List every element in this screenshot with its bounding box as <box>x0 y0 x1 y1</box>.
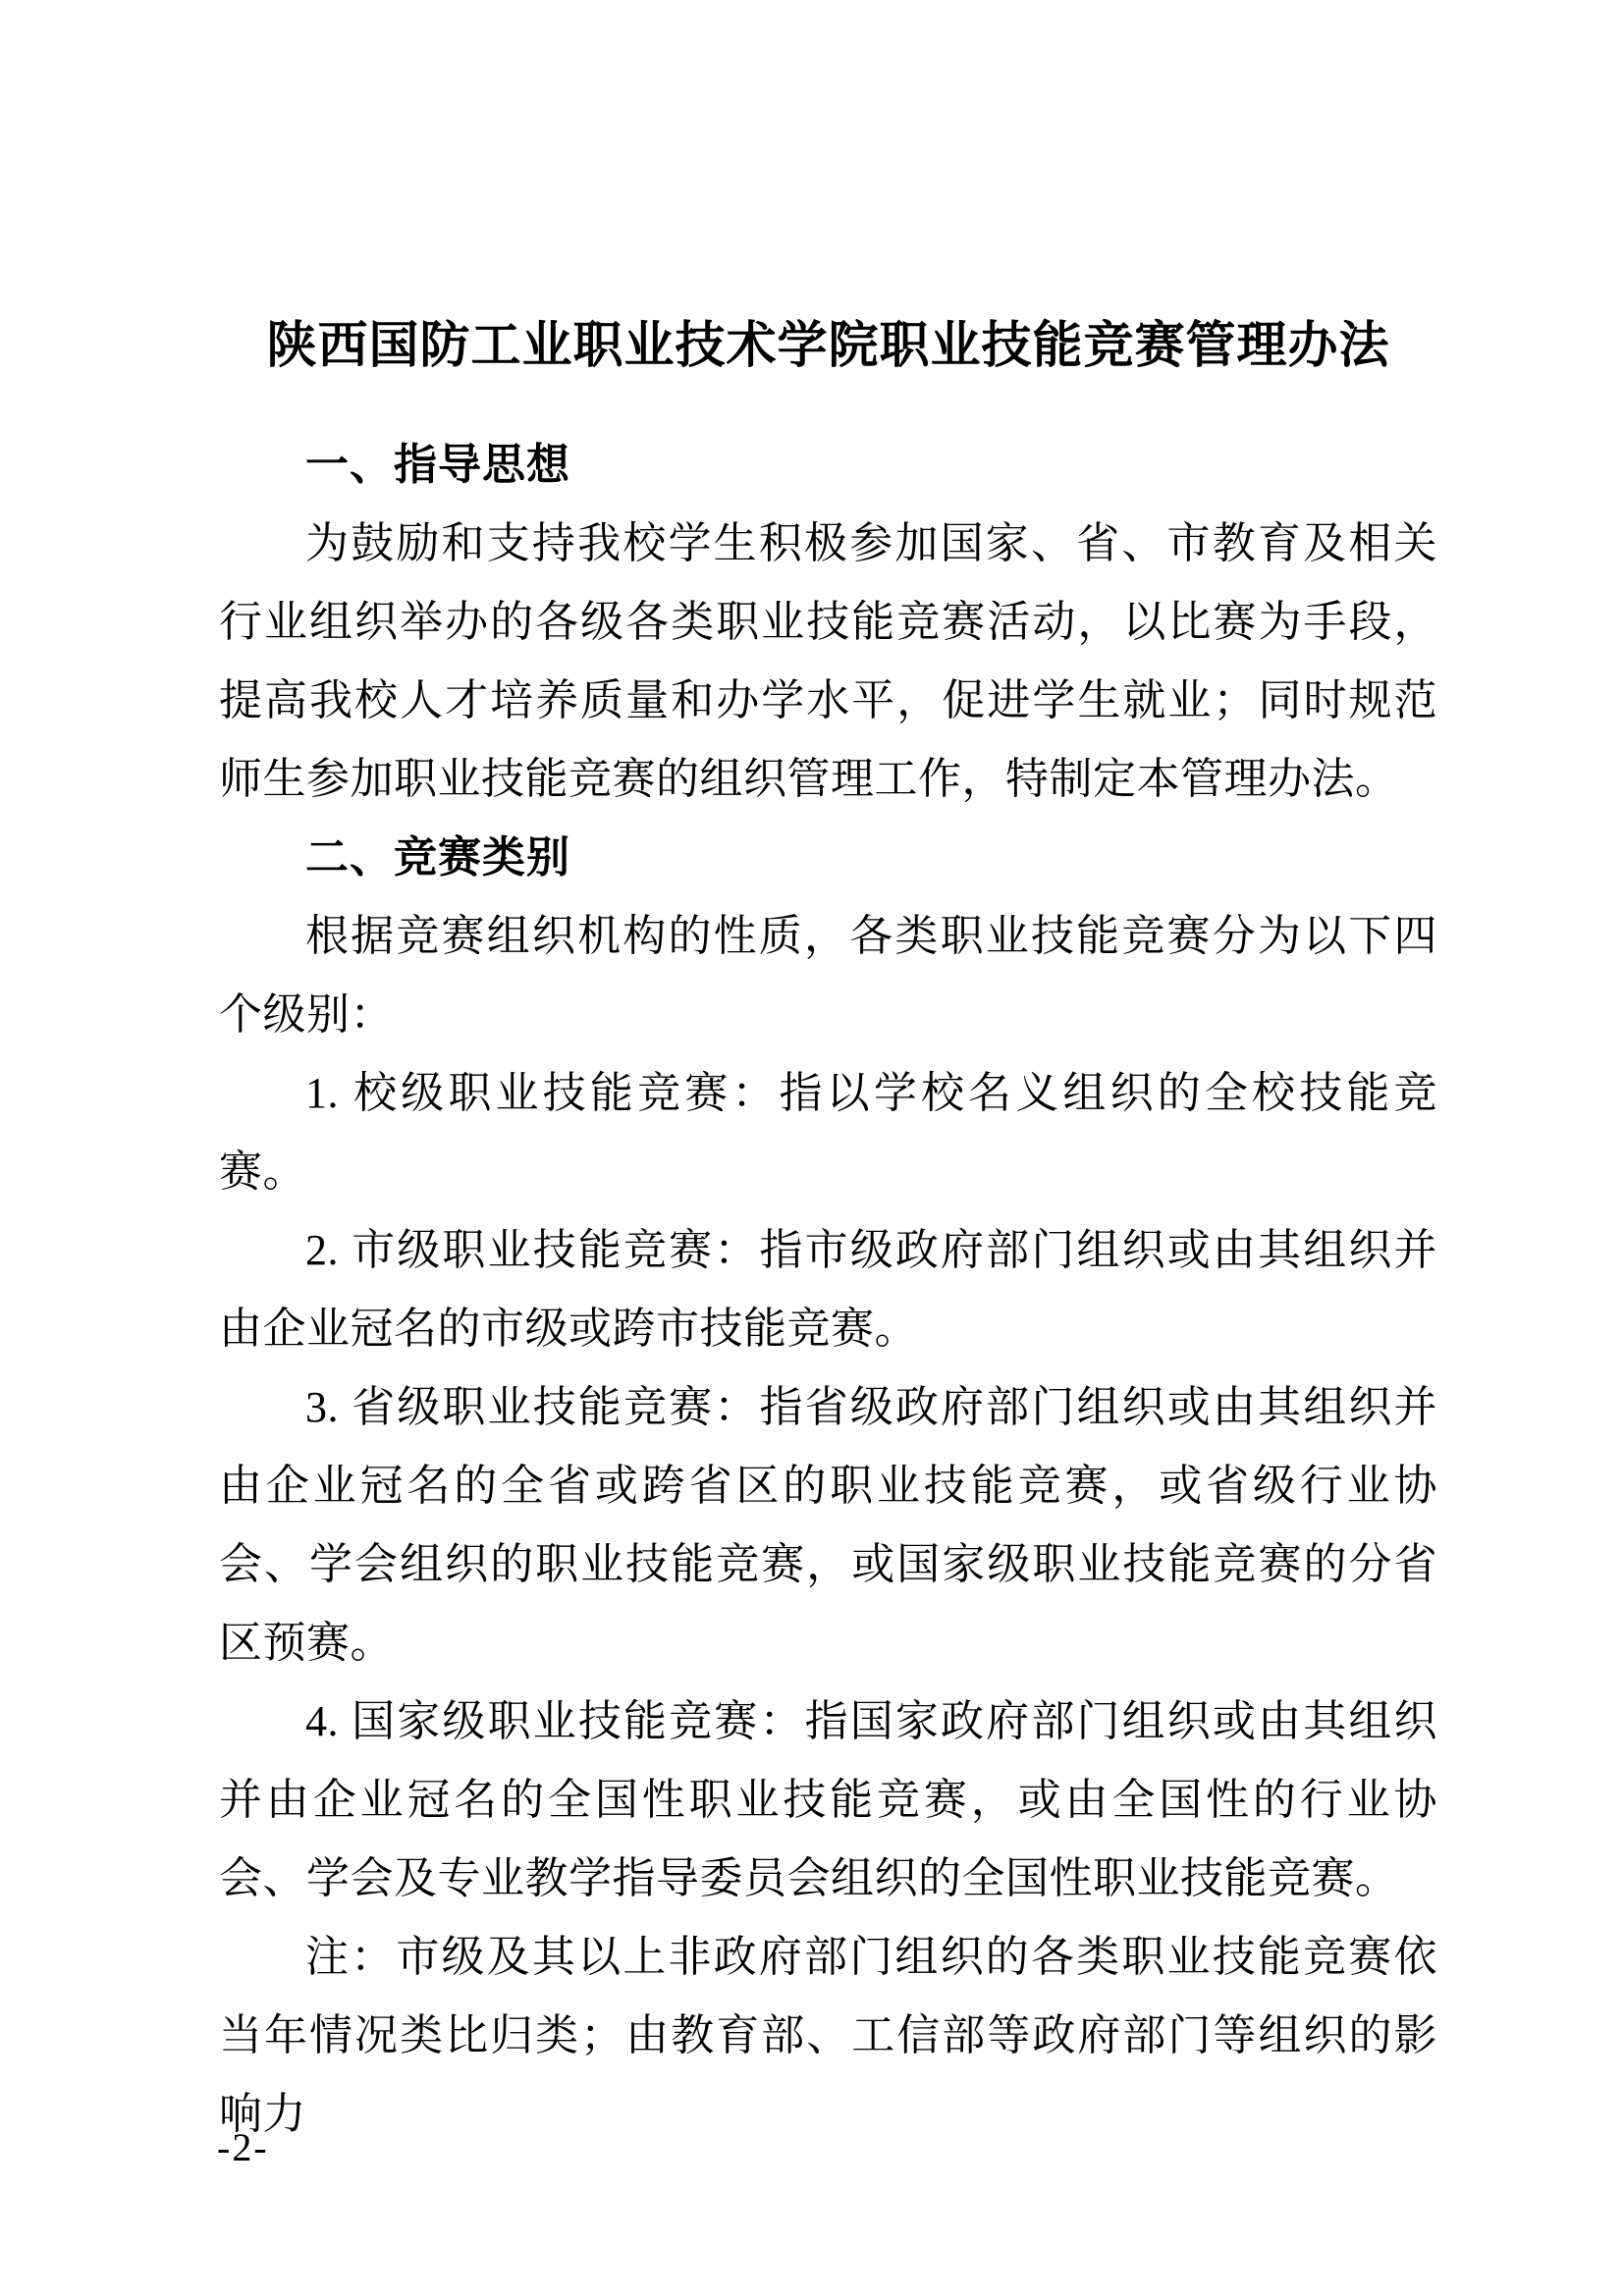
page-number: -2- <box>217 2125 269 2169</box>
paragraph-item-province-level: 3. 省级职业技能竞赛：指省级政府部门组织或由其组织并由企业冠名的全省或跨省区的职业技能竞赛，或省级行业协会、学会组织的职业技能竞赛，或国家级职业技能竞赛的分省区预赛。 <box>219 1383 1437 1667</box>
section-heading: 一、指导思想 <box>305 441 570 489</box>
document-body <box>219 0 1437 2154</box>
paragraph-item-city-level: 2. 市级职业技能竞赛：指市级政府部门组织或由其组织并由企业冠名的市级或跨市技能竞赛。 <box>219 1226 1437 1353</box>
paragraph-item-national-level: 4. 国家级职业技能竞赛：指国家政府部门组织或由其组织并由企业冠名的全国性职业技能竞赛，或由全国性的行业协会、学会及专业教学指导委员会组织的全国性职业技能竞赛。 <box>219 1697 1437 1902</box>
paragraph-note: 注：市级及其以上非政府部门组织的各类职业技能竞赛依当年情况类比归类；由教育部、工信部等政府部门等组织的影响力 <box>219 1933 1437 2138</box>
paragraph-item-school-level: 1. 校级职业技能竞赛：指以学校名义组织的全校技能竞赛。 <box>219 1069 1437 1196</box>
section-competition-categories <box>219 819 1437 2154</box>
section-heading: 二、竞赛类别 <box>305 833 570 881</box>
paragraph: 根据竞赛组织机构的性质，各类职业技能竞赛分为以下四个级别： <box>219 912 1437 1039</box>
document-title: 陕西国防工业职业技术学院职业技能竞赛管理办法 <box>266 319 1390 374</box>
section-guiding-ideology <box>219 426 1437 819</box>
paragraph: 为鼓励和支持我校学生积极参加国家、省、市教育及相关行业组织举办的各级各类职业技能竞赛活动，以比赛为手段，提高我校人才培养质量和办学水平，促进学生就业；同时规范师生参加职业技能竞赛的组织管理工作，特制定本管理办法。 <box>219 519 1437 803</box>
